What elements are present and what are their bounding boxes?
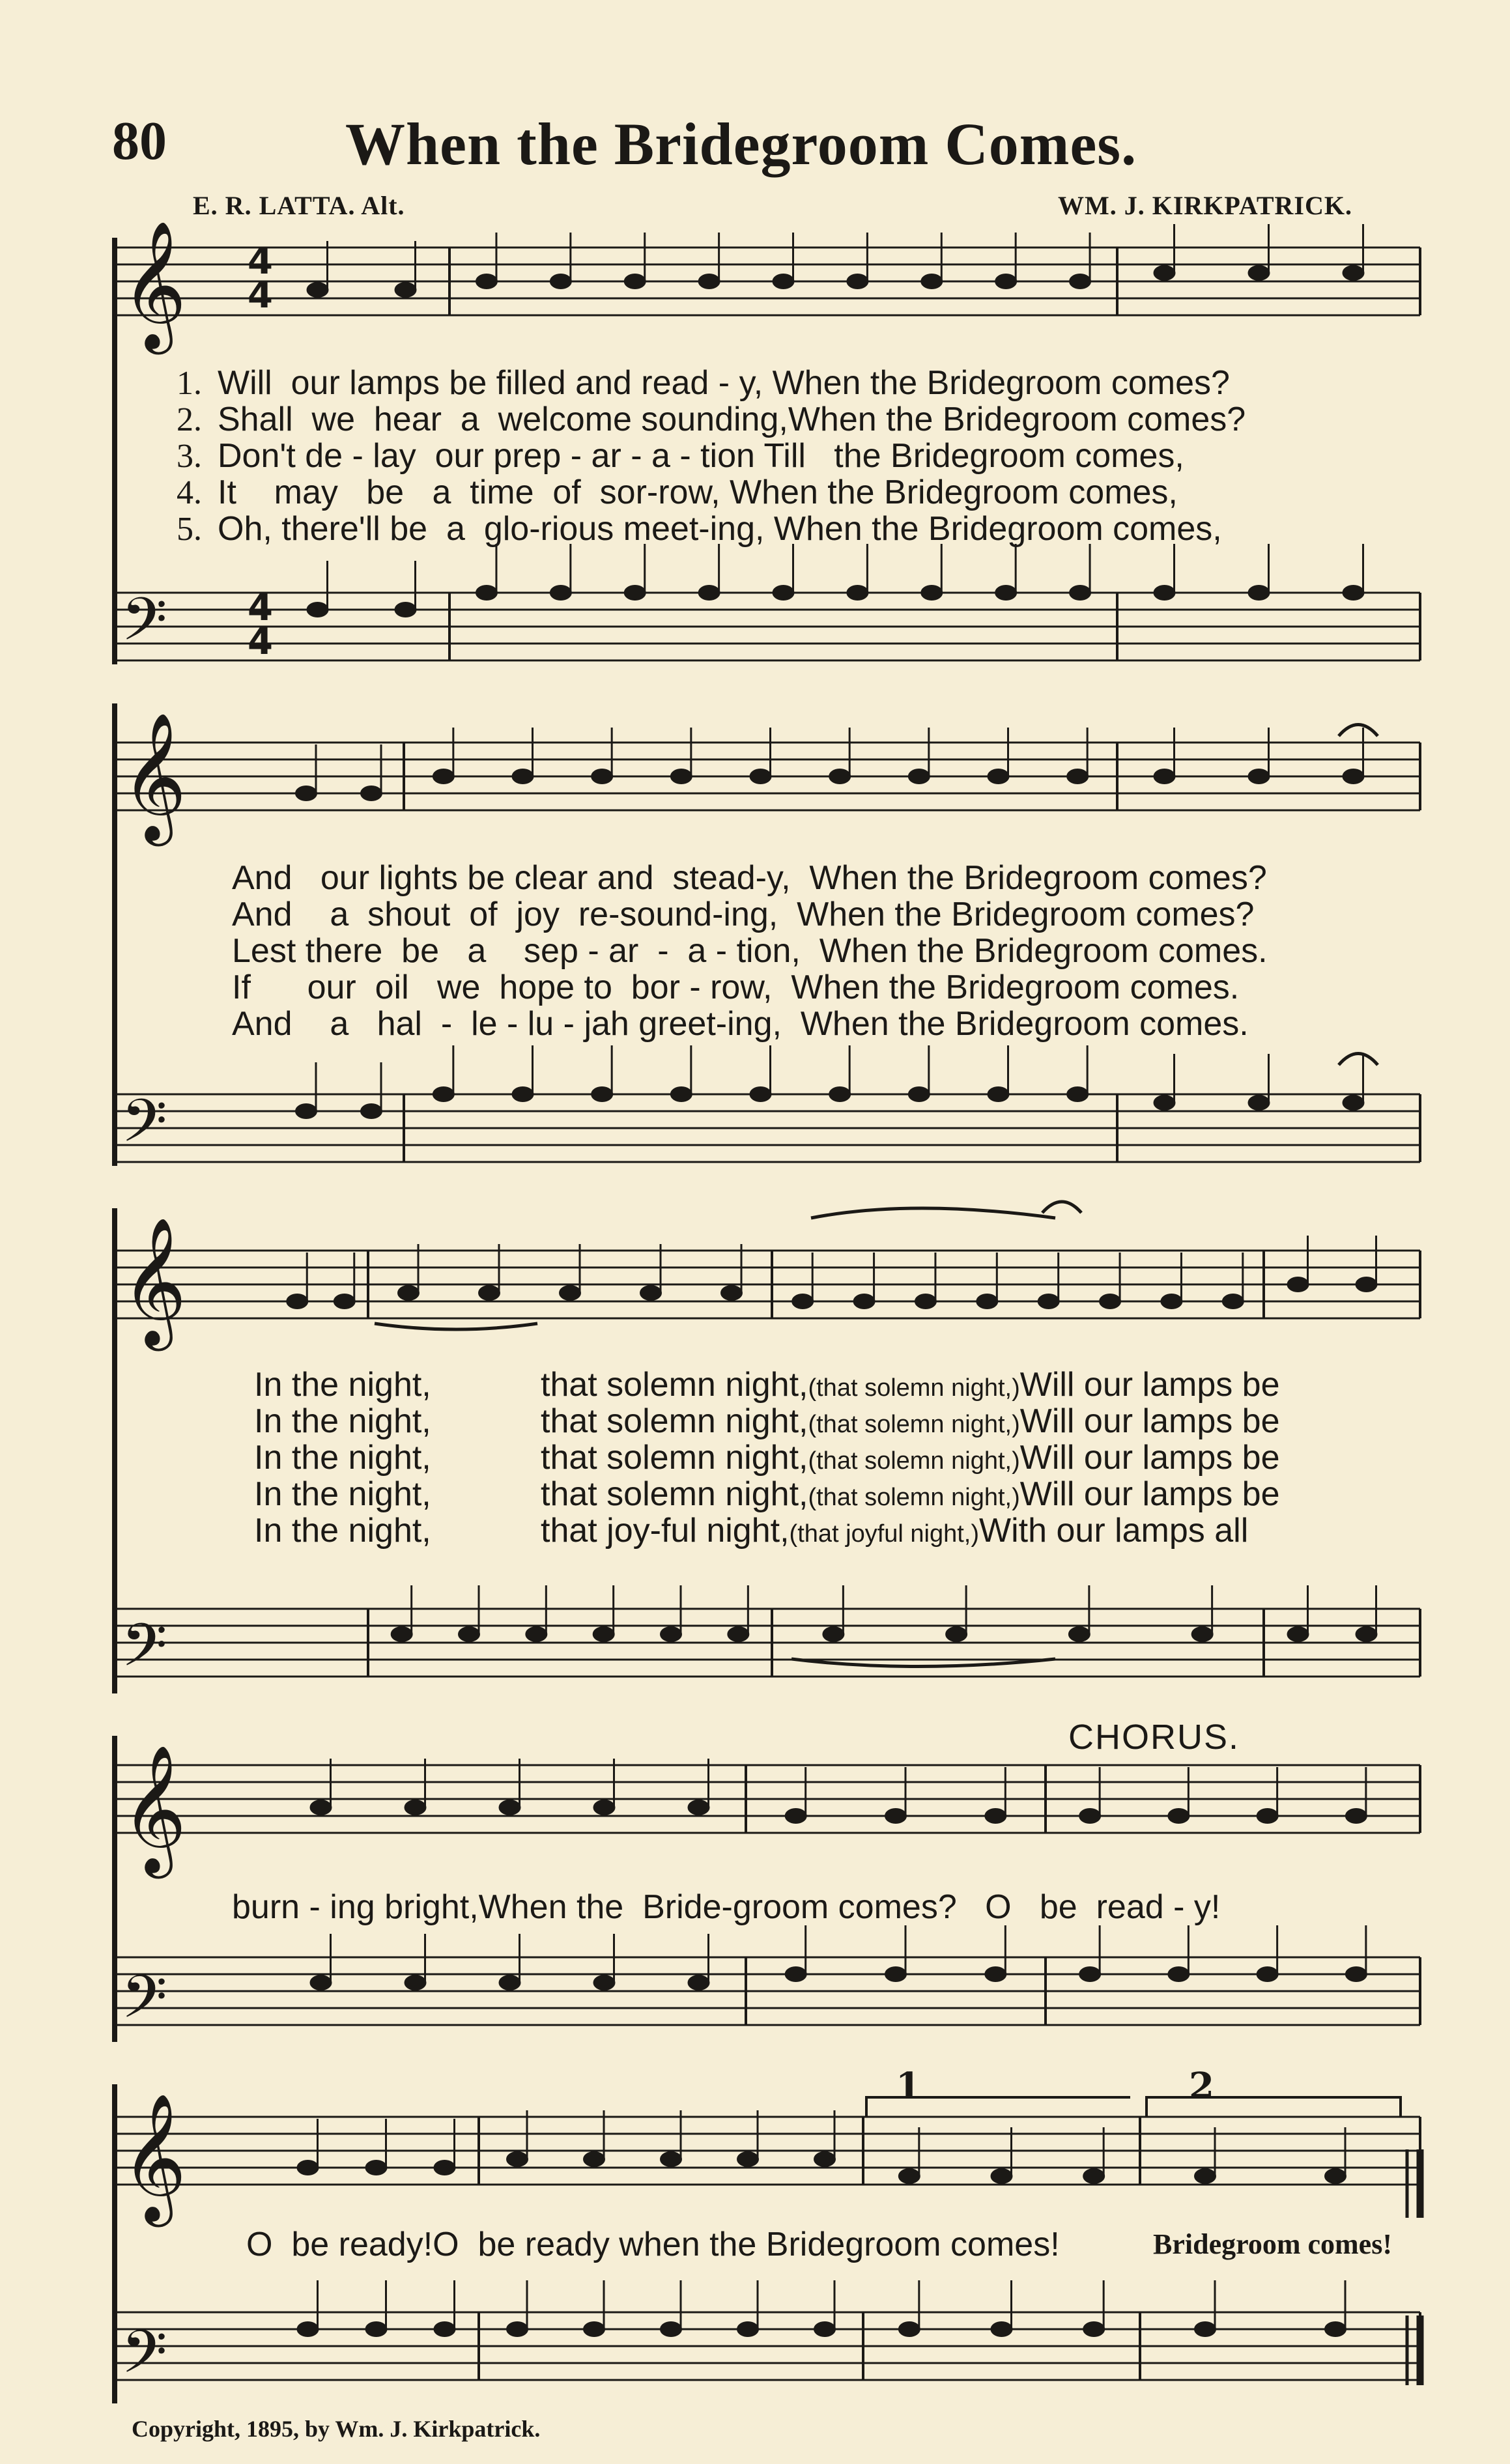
verse-segment: (that solemn night,) bbox=[808, 1411, 1020, 1438]
note-head bbox=[391, 1626, 413, 1642]
note-head bbox=[1257, 1966, 1279, 1982]
verse-segment: (that solemn night,) bbox=[808, 1484, 1020, 1511]
note-head bbox=[1324, 2168, 1346, 2184]
note-head bbox=[593, 1626, 615, 1642]
note-head bbox=[433, 1086, 455, 1102]
verse-number: 5. bbox=[177, 511, 202, 548]
note-head bbox=[506, 2151, 528, 2167]
copyright-notice: Copyright, 1895, by Wm. J. Kirkpatrick. bbox=[132, 2416, 541, 2442]
note-head bbox=[1154, 769, 1176, 784]
note-head bbox=[1154, 585, 1176, 601]
note-head bbox=[297, 2321, 319, 2337]
treble-clef-icon: 𝄞 bbox=[121, 2093, 187, 2222]
note-head bbox=[1069, 274, 1091, 289]
note-head bbox=[476, 274, 498, 289]
note-head bbox=[476, 585, 498, 601]
note-head bbox=[822, 1626, 844, 1642]
verse-segment: that joy-ful night, bbox=[541, 1512, 790, 1550]
verse-segment: Will our lamps be bbox=[1019, 1439, 1280, 1477]
composer-credit: WM. J. KIRKPATRICK. bbox=[1058, 191, 1352, 220]
verse-text: Will our lamps be filled and read - y, When the Bridegroom comes? bbox=[218, 364, 1230, 402]
verse-line: If our oil we hope to bor - row, When the Bridegroom comes. bbox=[232, 969, 1240, 1006]
note-head bbox=[307, 282, 329, 298]
note-head bbox=[1356, 1277, 1378, 1292]
note-head bbox=[737, 2321, 759, 2337]
note-head bbox=[915, 1294, 937, 1309]
note-head bbox=[814, 2321, 836, 2337]
note-head bbox=[512, 1086, 534, 1102]
note-head bbox=[1191, 1626, 1214, 1642]
hymn-title: When the Bridegroom Comes. bbox=[345, 111, 1137, 177]
note-head bbox=[593, 1800, 616, 1815]
verse-segment: (that joyful night,) bbox=[789, 1520, 980, 1548]
note-head bbox=[660, 1626, 682, 1642]
verse-segment: (that solemn night,) bbox=[808, 1374, 1020, 1402]
note-head bbox=[405, 1800, 427, 1815]
note-head bbox=[945, 1626, 967, 1642]
note-head bbox=[1345, 1966, 1367, 1982]
note-head bbox=[829, 1086, 851, 1102]
note-head bbox=[395, 602, 417, 617]
verse-line bbox=[254, 1476, 1280, 1512]
note-head bbox=[988, 1086, 1010, 1102]
verse-number: 3. bbox=[177, 438, 202, 475]
verse-segment: that solemn night, bbox=[541, 1402, 808, 1440]
note-head bbox=[624, 274, 646, 289]
note-head bbox=[1083, 2321, 1105, 2337]
verses-block-2 bbox=[232, 860, 1268, 1042]
time-sig-bottom: 4 bbox=[248, 274, 273, 317]
note-head bbox=[297, 2160, 319, 2175]
verse-line bbox=[254, 1439, 1280, 1476]
note-head bbox=[773, 585, 795, 601]
verse-segment: In the night, bbox=[254, 1402, 431, 1440]
treble-clef-icon: 𝄞 bbox=[121, 712, 187, 841]
note-head bbox=[583, 2151, 605, 2167]
verse-segment: In the night, bbox=[254, 1366, 431, 1404]
note-head bbox=[1194, 2321, 1216, 2337]
note-head bbox=[750, 769, 772, 784]
note-head bbox=[1079, 1808, 1101, 1824]
verse-line: And our lights be clear and stead-y, When the Bridegroom comes? bbox=[232, 859, 1267, 897]
verse-line bbox=[254, 1367, 1280, 1403]
verse-line bbox=[137, 438, 1246, 474]
lyricist-credit: E. R. LATTA. Alt. bbox=[193, 191, 405, 220]
verses-block-1 bbox=[137, 365, 1246, 547]
verse-line bbox=[137, 474, 1246, 511]
note-head bbox=[1066, 769, 1089, 784]
note-head bbox=[1287, 1277, 1309, 1292]
note-head bbox=[1167, 1808, 1189, 1824]
note-head bbox=[976, 1294, 998, 1309]
verse-line bbox=[137, 401, 1246, 438]
note-head bbox=[365, 2321, 388, 2337]
note-head bbox=[1248, 265, 1270, 281]
note-head bbox=[360, 1103, 382, 1119]
note-head bbox=[307, 602, 329, 617]
note-head bbox=[512, 769, 534, 784]
note-head bbox=[360, 786, 382, 801]
note-head bbox=[395, 282, 417, 298]
note-head bbox=[1038, 1294, 1060, 1309]
note-head bbox=[660, 2151, 682, 2167]
note-head bbox=[286, 1294, 308, 1309]
note-head bbox=[1069, 585, 1091, 601]
note-head bbox=[624, 585, 646, 601]
note-head bbox=[785, 1966, 807, 1982]
verse-segment: Will our lamps be bbox=[1019, 1366, 1280, 1404]
note-head bbox=[1248, 585, 1270, 601]
note-head bbox=[434, 2160, 456, 2175]
note-head bbox=[829, 769, 851, 784]
bass-clef-icon: 𝄢 bbox=[121, 1962, 167, 2046]
note-head bbox=[1154, 1095, 1176, 1111]
verse-segment: In the night, bbox=[254, 1475, 431, 1513]
verse-segment: Will our lamps be bbox=[1019, 1475, 1280, 1513]
note-head bbox=[1343, 585, 1365, 601]
verse-line bbox=[254, 1512, 1280, 1549]
note-head bbox=[1343, 769, 1365, 784]
note-head bbox=[885, 1808, 907, 1824]
note-head bbox=[1248, 1095, 1270, 1111]
note-head bbox=[334, 1294, 356, 1309]
chorus-lyric-line-1: burn - ing bright,When the Bride-groom comes? O be read - y! bbox=[232, 1888, 1221, 1926]
note-head bbox=[988, 769, 1010, 784]
note-head bbox=[1160, 1294, 1182, 1309]
note-head bbox=[1345, 1808, 1367, 1824]
note-head bbox=[984, 1808, 1006, 1824]
verse-text: It may be a time of sor-row, When the Bridegroom comes, bbox=[218, 474, 1178, 511]
verse-text: Don't de - lay our prep - ar - a - tion Till the Bridegroom comes, bbox=[218, 437, 1184, 475]
note-head bbox=[991, 2168, 1013, 2184]
note-head bbox=[898, 2321, 920, 2337]
note-head bbox=[405, 1975, 427, 1990]
tie bbox=[811, 1208, 1055, 1218]
note-head bbox=[846, 585, 868, 601]
chorus-label: CHORUS. bbox=[1068, 1718, 1240, 1757]
verse-segment: In the night, bbox=[254, 1512, 431, 1550]
note-head bbox=[295, 1103, 317, 1119]
note-head bbox=[640, 1285, 662, 1301]
note-head bbox=[785, 1808, 807, 1824]
note-head bbox=[433, 769, 455, 784]
note-head bbox=[525, 1626, 547, 1642]
note-head bbox=[670, 769, 692, 784]
note-head bbox=[737, 2151, 759, 2167]
verse-segment: that solemn night, bbox=[541, 1366, 808, 1404]
verse-line bbox=[137, 511, 1246, 547]
note-head bbox=[591, 1086, 613, 1102]
note-head bbox=[1287, 1626, 1309, 1642]
note-head bbox=[720, 1285, 743, 1301]
note-head bbox=[688, 1800, 710, 1815]
note-head bbox=[1248, 769, 1270, 784]
verse-number: 1. bbox=[177, 365, 202, 402]
note-head bbox=[898, 2168, 920, 2184]
verse-segment: In the night, bbox=[254, 1439, 431, 1477]
note-head bbox=[506, 2321, 528, 2337]
note-head bbox=[593, 1975, 616, 1990]
note-head bbox=[750, 1086, 772, 1102]
verse-line bbox=[137, 365, 1246, 401]
verse-segment: that solemn night, bbox=[541, 1439, 808, 1477]
note-head bbox=[1343, 1095, 1365, 1111]
second-ending-bracket bbox=[1147, 2097, 1401, 2117]
tie bbox=[375, 1324, 537, 1329]
note-head bbox=[583, 2321, 605, 2337]
note-head bbox=[920, 585, 943, 601]
first-ending-number: 1 bbox=[896, 2065, 921, 2108]
note-head bbox=[1154, 265, 1176, 281]
note-head bbox=[698, 585, 720, 601]
note-head bbox=[1099, 1294, 1121, 1309]
note-head bbox=[1194, 2168, 1216, 2184]
verse-number: 2. bbox=[177, 401, 202, 438]
note-head bbox=[1356, 1626, 1378, 1642]
verse-segment: that solemn night, bbox=[541, 1475, 808, 1513]
chorus-lyric-line-2: O be ready!O be ready when the Bridegroom comes! bbox=[246, 2226, 1060, 2263]
note-head bbox=[310, 1975, 332, 1990]
time-sig-bottom: 4 bbox=[248, 621, 273, 663]
note-head bbox=[559, 1285, 581, 1301]
note-head bbox=[670, 1086, 692, 1102]
note-head bbox=[853, 1294, 876, 1309]
note-head bbox=[591, 769, 613, 784]
note-head bbox=[1167, 1966, 1189, 1982]
note-head bbox=[660, 2321, 682, 2337]
second-ending-number: 2 bbox=[1189, 2065, 1214, 2108]
bass-clef-icon: 𝄢 bbox=[121, 1611, 167, 1694]
time-sig-top: 4 bbox=[248, 240, 273, 283]
note-head bbox=[1066, 1086, 1089, 1102]
note-head bbox=[995, 274, 1017, 289]
note-head bbox=[397, 1285, 420, 1301]
note-head bbox=[478, 1285, 500, 1301]
note-head bbox=[550, 274, 572, 289]
treble-clef-icon: 𝄞 bbox=[121, 220, 187, 349]
note-head bbox=[814, 2151, 836, 2167]
note-head bbox=[991, 2321, 1013, 2337]
note-head bbox=[1079, 1966, 1101, 1982]
note-head bbox=[365, 2160, 388, 2175]
note-head bbox=[295, 786, 317, 801]
note-head bbox=[908, 769, 930, 784]
fermata-icon bbox=[1339, 725, 1378, 737]
note-head bbox=[791, 1294, 814, 1309]
note-head bbox=[1068, 1626, 1090, 1642]
note-head bbox=[310, 1800, 332, 1815]
verse-text: Shall we hear a welcome sounding,When the Bridegroom comes? bbox=[218, 401, 1246, 438]
verse-segment: (that solemn night,) bbox=[808, 1447, 1020, 1475]
verse-segment: Will our lamps be bbox=[1019, 1402, 1280, 1440]
note-head bbox=[920, 274, 943, 289]
fermata-icon bbox=[1042, 1202, 1081, 1213]
note-head bbox=[458, 1626, 480, 1642]
verses-block-3 bbox=[254, 1367, 1280, 1549]
note-head bbox=[846, 274, 868, 289]
note-head bbox=[688, 1975, 710, 1990]
bass-clef-icon: 𝄢 bbox=[121, 2317, 167, 2401]
page-number: 80 bbox=[112, 111, 167, 171]
note-head bbox=[727, 1626, 749, 1642]
verse-line: And a shout of joy re-sound-ing, When the Bridegroom comes? bbox=[232, 896, 1255, 933]
treble-clef-icon: 𝄞 bbox=[121, 1744, 187, 1873]
note-head bbox=[499, 1800, 521, 1815]
verse-number: 4. bbox=[177, 474, 202, 511]
note-head bbox=[1324, 2321, 1346, 2337]
note-head bbox=[1343, 265, 1365, 281]
note-head bbox=[1257, 1808, 1279, 1824]
time-sig-top: 4 bbox=[248, 587, 273, 629]
verse-line bbox=[254, 1403, 1280, 1439]
bass-clef-icon: 𝄢 bbox=[121, 585, 167, 668]
note-head bbox=[499, 1975, 521, 1990]
verse-line: Lest there be a sep - ar - a - tion, When the Bridegroom comes. bbox=[232, 932, 1268, 970]
note-head bbox=[1222, 1294, 1244, 1309]
verse-segment: With our lamps all bbox=[979, 1512, 1249, 1550]
note-head bbox=[885, 1966, 907, 1982]
note-head bbox=[773, 274, 795, 289]
note-head bbox=[995, 585, 1017, 601]
note-head bbox=[1083, 2168, 1105, 2184]
note-head bbox=[434, 2321, 456, 2337]
note-head bbox=[550, 585, 572, 601]
verse-text: Oh, there'll be a glo-rious meet-ing, When the Bridegroom comes, bbox=[218, 510, 1222, 548]
note-head bbox=[908, 1086, 930, 1102]
bass-clef-icon: 𝄢 bbox=[121, 1086, 167, 1170]
fermata-icon bbox=[1339, 1054, 1378, 1066]
note-head bbox=[984, 1966, 1006, 1982]
second-ending-lyric: Bridegroom comes! bbox=[1153, 2228, 1392, 2260]
note-head bbox=[698, 274, 720, 289]
treble-clef-icon: 𝄞 bbox=[121, 1217, 187, 1346]
verse-line: And a hal - le - lu - jah greet-ing, When the Bridegroom comes. bbox=[232, 1005, 1249, 1043]
